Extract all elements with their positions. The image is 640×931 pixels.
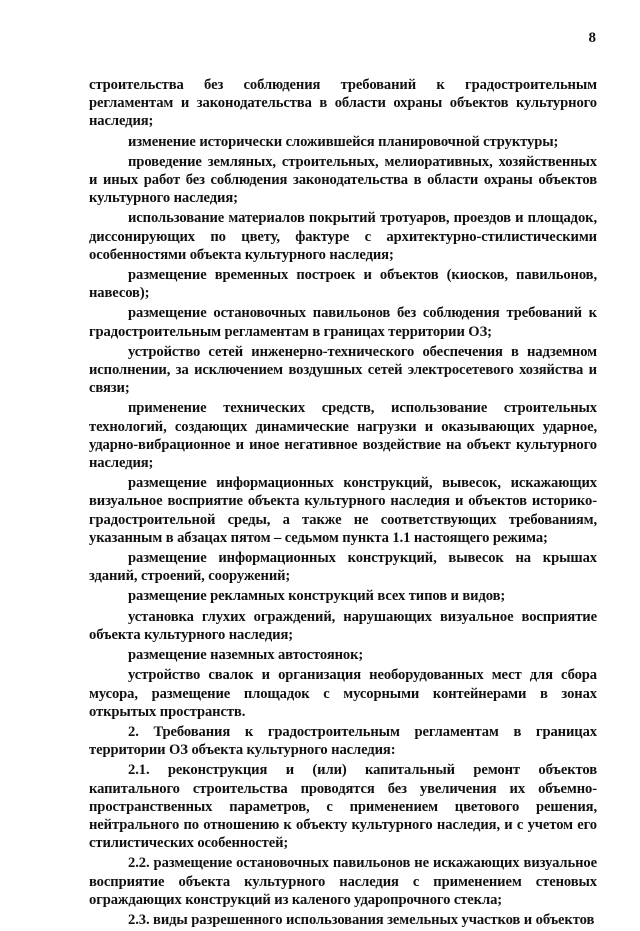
paragraph: строительства без соблюдения требований к градостроительным регламентам и законодательства в области охраны объектов культурного наследия; <box>89 77 597 130</box>
paragraph: 2.1. реконструкция и (или) капитальный ремонт объектов капитального строительства проводятся без увеличения их объемно-пространственных параметров, с применением цветового решения, нейтрального по отношению к объекту культурного наследия, и с учетом его стилистических особенностей; <box>89 762 597 852</box>
section-heading: 2. Требования к градостроительным регламентам в границах территории ОЗ объекта культурного наследия: <box>89 723 597 759</box>
paragraph: размещение информационных конструкций, вывесок, искажающих визуальное восприятие объекта культурного наследия и объектов историко-градостроительной среды, а также не соответствующих требованиям, указанным в абзацах пятом – седьмом пункта 1.1 настоящего режима; <box>89 475 597 546</box>
paragraph: проведение земляных, строительных, мелиоративных, хозяйственных и иных работ без соблюдения законодательства в области охраны объектов культурного наследия; <box>89 153 597 207</box>
paragraph: размещение рекламных конструкций всех типов и видов; <box>128 588 506 605</box>
page-number: 8 <box>588 30 596 46</box>
paragraph: 2.3. виды разрешенного использования земельных участков и объектов <box>128 911 595 928</box>
paragraph: изменение исторически сложившейся планировочной структуры; <box>128 133 559 150</box>
paragraph: размещение наземных автостоянок; <box>128 647 364 664</box>
paragraph: применение технических средств, использование строительных технологий, создающих динамические нагрузки и оказывающих ударное, ударно-вибрационное и иное негативное воздействие на объект культурного наследия; <box>89 400 597 472</box>
paragraph: установка глухих ограждений, нарушающих визуальное восприятие объекта культурного наследия; <box>89 608 597 643</box>
paragraph: размещение временных построек и объектов (киосков, павильонов, навесов); <box>89 267 597 302</box>
paragraph: размещение остановочных павильонов без соблюдения требований к градостроительным регламентам в границах территории ОЗ; <box>89 305 597 340</box>
paragraph: устройство свалок и организация необорудованных мест для сбора мусора, размещение площадок с мусорными контейнерами в зонах открытых пространств. <box>89 667 597 720</box>
paragraph: размещение информационных конструкций, вывесок на крышах зданий, строений, сооружений; <box>89 550 597 585</box>
paragraph: использование материалов покрытий тротуаров, проездов и площадок, диссонирующих по цвету, фактуре с архитектурно-стилистическими особенностями объекта культурного наследия; <box>89 210 597 263</box>
document-body <box>89 76 597 931</box>
paragraph: 2.2. размещение остановочных павильонов не искажающих визуальное восприятие объекта культурного наследия с применением стеновых ограждающих конструкций из каленого ударопрочного стекла; <box>89 855 597 908</box>
paragraph: устройство сетей инженерно-технического обеспечения в надземном исполнении, за исключением воздушных сетей электросетевого хозяйства и связи; <box>89 343 597 397</box>
